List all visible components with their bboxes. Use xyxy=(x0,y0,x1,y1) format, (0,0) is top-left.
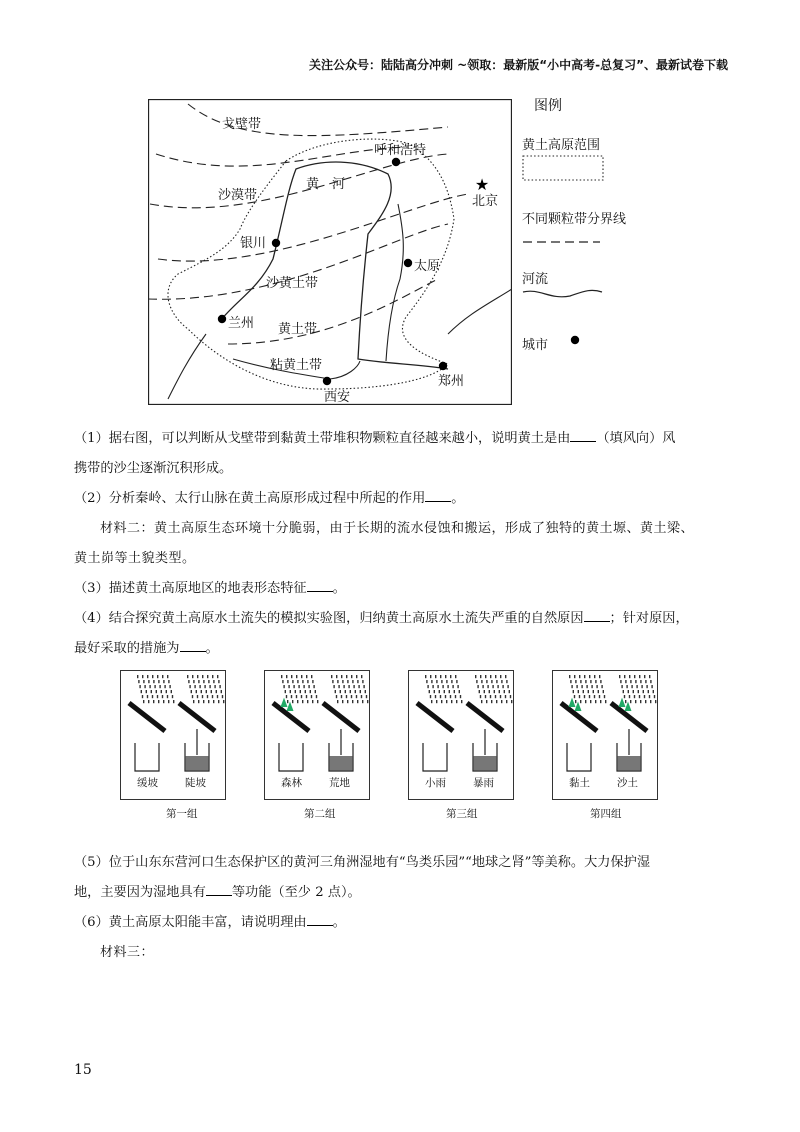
questions-block-1 xyxy=(74,424,734,664)
question-3: （3）描述黄土高原地区的地表形态特征 。 xyxy=(74,581,346,596)
label-desert: 沙漠带 xyxy=(218,188,258,203)
material-2: 材料二：黄土高原生态环境十分脆弱，由于长期的流水侵蚀和搬运，形成了独特的黄土塬、黄土梁、 xyxy=(100,521,695,536)
page-header: 关注公众号：陆陆高分冲刺 ~领取：最新版“小中高考-总复习”、最新试卷下载 xyxy=(309,58,728,72)
experiment-group-label: 第三组 xyxy=(446,808,478,820)
panel-label-right: 荒地 xyxy=(329,777,350,789)
city-label-huhehaote: 呼和浩特 xyxy=(374,143,427,158)
city-label-beijing: 北京 xyxy=(472,194,499,209)
legend-river-symbol xyxy=(523,290,602,296)
label-yellow-river: 黄 河 xyxy=(306,177,346,192)
city-dot-zhengzhou xyxy=(439,362,447,370)
city-dot-xian xyxy=(323,377,331,385)
city-label-yinchuan: 银川 xyxy=(240,236,267,251)
city-label-xian: 西安 xyxy=(324,390,351,405)
page-number: 15 xyxy=(74,1062,92,1078)
label-loess: 黄土带 xyxy=(278,322,318,337)
answer-blank[interactable] xyxy=(307,913,333,926)
material-3: 材料三： xyxy=(100,945,155,960)
panel-label-left: 黏土 xyxy=(569,777,590,789)
question-2: （2）分析秦岭、太行山脉在黄土高原形成过程中所起的作用 。 xyxy=(74,491,465,506)
panel-label-left: 缓坡 xyxy=(137,777,158,789)
legend-title: 图例 xyxy=(534,98,562,114)
legend-plateau-range-symbol xyxy=(523,156,603,180)
question-5: （5）位于山东东营河口生态保护区的黄河三角洲湿地有“鸟类乐园”“地球之肾”等美称。大力保护湿 xyxy=(74,855,651,870)
city-label-zhengzhou: 郑州 xyxy=(438,374,465,389)
experiment-group-label: 第一组 xyxy=(166,808,198,820)
legend-river-label: 河流 xyxy=(522,272,549,287)
city-dot-lanzhou xyxy=(218,315,226,323)
panel-label-right: 沙土 xyxy=(617,777,638,789)
question-6: （6）黄土高原太阳能丰富，请说明理由 。 xyxy=(74,915,346,930)
experiment-panel xyxy=(552,670,658,800)
experiment-panel xyxy=(264,670,370,800)
material-2-cont: 黄土峁等土貌类型。 xyxy=(74,551,196,566)
city-label-lanzhou: 兰州 xyxy=(228,316,255,331)
panel-label-right: 陡坡 xyxy=(185,777,206,789)
map-legend xyxy=(520,92,650,362)
label-sandy-loess: 沙黄土带 xyxy=(266,276,319,291)
beijing-star-icon: ★ xyxy=(474,175,490,194)
experiment-panel xyxy=(408,670,514,800)
panel-label-left: 森林 xyxy=(281,777,302,789)
loess-plateau-map xyxy=(148,99,512,405)
answer-blank[interactable] xyxy=(307,579,333,592)
legend-grain-boundary-label: 不同颗粒带分界线 xyxy=(522,212,627,227)
city-dot-taiyuan xyxy=(404,259,412,267)
answer-blank[interactable] xyxy=(180,639,206,652)
question-1: （1）据右图，可以判断从戈壁带到黏黄土带堆积物颗粒直径越来越小，说明黄土是由 （填风向）风 xyxy=(74,431,676,446)
legend-plateau-range-label: 黄土高原范围 xyxy=(522,138,601,153)
experiment-panel xyxy=(120,670,226,800)
city-dot-huhehaote xyxy=(392,158,400,166)
answer-blank[interactable] xyxy=(584,609,610,622)
city-label-taiyuan: 太原 xyxy=(414,259,441,274)
answer-blank[interactable] xyxy=(206,883,232,896)
city-dot-yinchuan xyxy=(272,239,280,247)
panel-label-right: 暴雨 xyxy=(473,777,494,789)
question-4: （4）结合探究黄土高原水土流失的模拟实验图，归纳黄土高原水土流失严重的自然原因 ；针对原因， xyxy=(74,611,689,626)
questions-block-2 xyxy=(74,848,734,968)
question-4-cont: 最好采取的措施为 。 xyxy=(74,641,219,656)
legend-city-label: 城市 xyxy=(522,338,549,353)
experiment-group-label: 第二组 xyxy=(304,808,336,820)
answer-blank[interactable] xyxy=(570,429,596,442)
label-gobi: 戈壁带 xyxy=(222,117,262,132)
legend-city-symbol xyxy=(571,336,579,344)
question-5-cont: 地，主要因为湿地具有 等功能（至少 2 点）。 xyxy=(74,885,361,900)
experiment-group-label: 第四组 xyxy=(590,808,622,820)
answer-blank[interactable] xyxy=(425,489,451,502)
question-1-cont: 携带的沙尘逐渐沉积形成。 xyxy=(74,461,233,476)
panel-label-left: 小雨 xyxy=(425,777,446,789)
label-clay-loess: 粘黄土带 xyxy=(270,358,323,373)
